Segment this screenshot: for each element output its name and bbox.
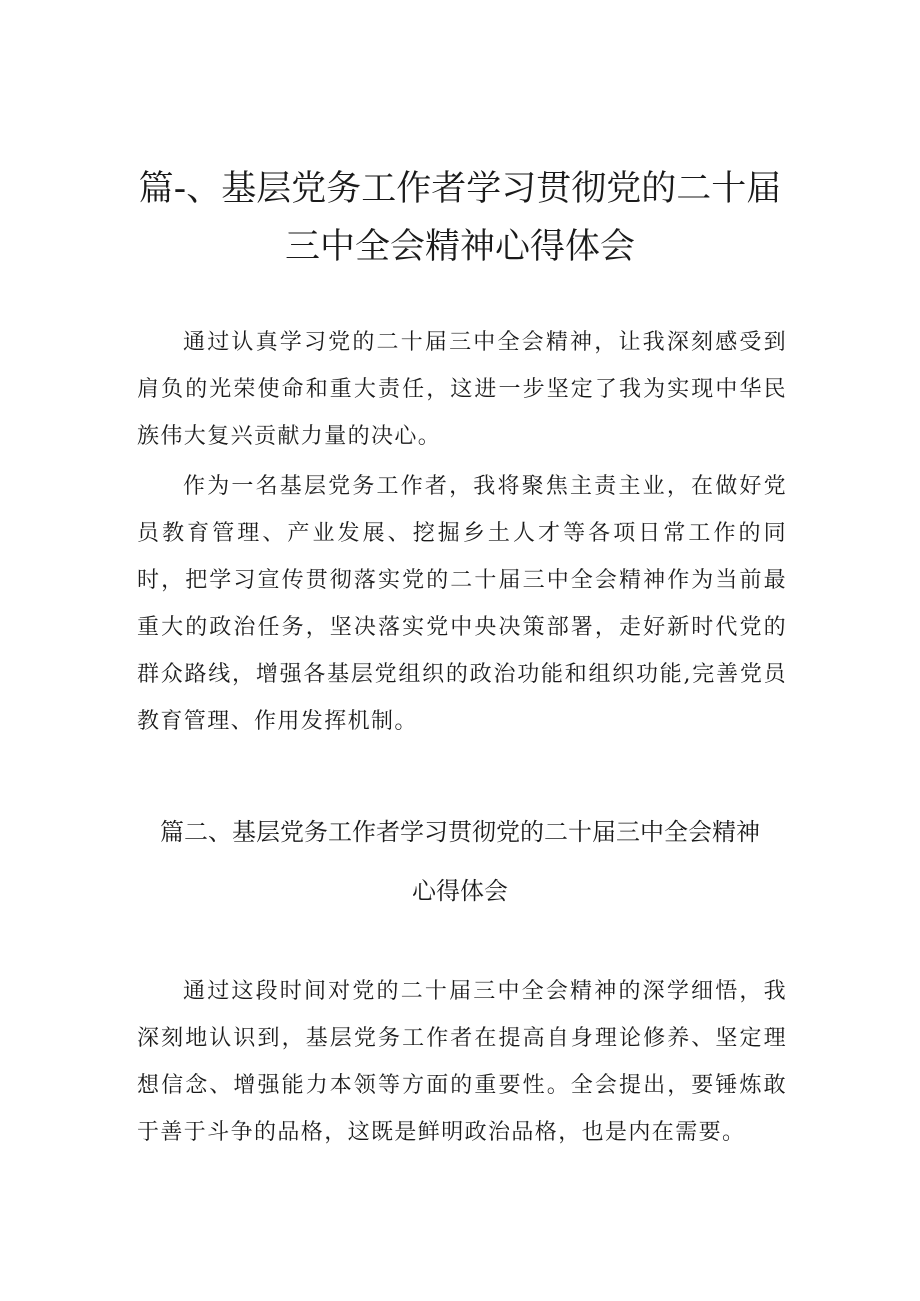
- section-1-paragraph-2: 作为一名基层党务工作者，我将聚焦主责主业，在做好党员教育管理、产业发展、挖掘乡土人才等各项日常工作的同时，把学习宣传贯彻落实党的二十届三中全会精神作为当前最重大的政治任务，坚决落实党中央决策部署，走好新时代党的群众路线，增强各基层党组织的政治功能和组织功能,完善党员教育管理、作用发挥机制。: [137, 474, 787, 734]
- section-1-title-line-1: 篇-、基层党务工作者学习贯彻党的二十届: [138, 169, 782, 209]
- section-2-title-line-1: 篇二、基层党务工作者学习贯彻党的二十届三中全会精神: [160, 818, 760, 846]
- section-2-title-line-2: 心得体会: [412, 877, 508, 905]
- section-2-paragraph-1: 通过这段时间对党的二十届三中全会精神的深学细悟，我深刻地认识到，基层党务工作者在提高自身理论修养、坚定理想信念、增强能力本领等方面的重要性。全会提出，要锤炼敢于善于斗争的品格，这既是鲜明政治品格，也是内在需要。: [137, 979, 787, 1145]
- section-1-paragraph-1: 通过认真学习党的二十届三中全会精神，让我深刻感受到肩负的光荣使命和重大责任，这进一步坚定了我为实现中华民族伟大复兴贡献力量的决心。: [137, 330, 787, 449]
- section-1-title-line-2: 三中全会精神心得体会: [284, 227, 635, 267]
